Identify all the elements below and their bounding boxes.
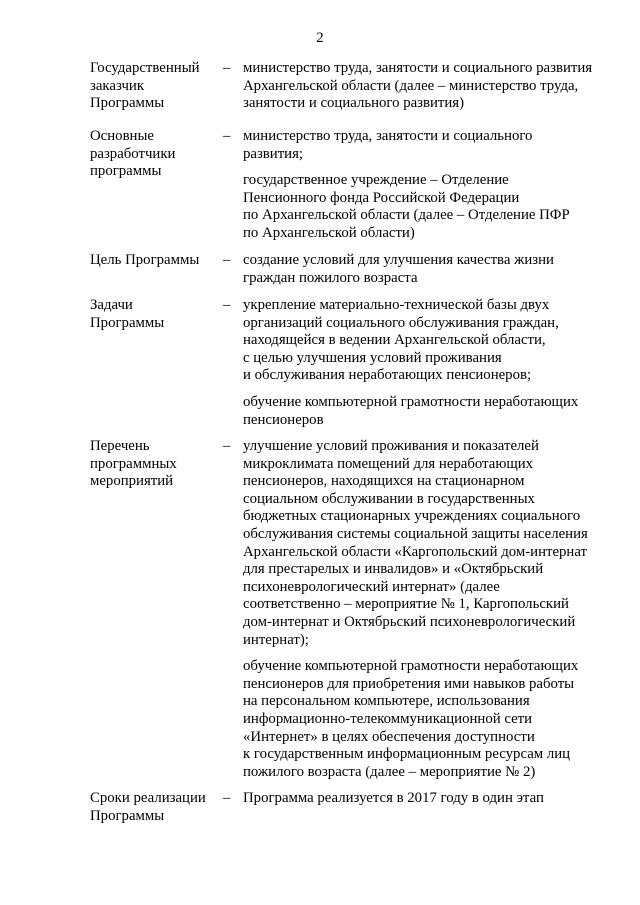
value-line: пенсионеров для приобретения ими навыков работы: [243, 675, 575, 692]
value-line: министерство труда, занятости и социального: [243, 128, 533, 144]
row-dash: –: [223, 252, 231, 268]
value-line: занятости и социального развития): [243, 95, 465, 112]
value-paragraph: [243, 438, 613, 649]
value-line: и обслуживания неработающих пенсионеров;: [243, 367, 532, 384]
row-label: [90, 438, 220, 491]
value-line: обслуживания системы социальной защиты населения: [243, 525, 588, 542]
row-label: [90, 60, 220, 113]
row-label: [90, 297, 220, 332]
row-value: [243, 128, 613, 243]
value-paragraph: [243, 658, 613, 781]
label-line: Программы: [90, 314, 165, 331]
value-line: информационно-телекоммуникационной сети: [243, 710, 533, 727]
value-line: граждан пожилого возраста: [243, 269, 418, 286]
value-paragraph: [243, 394, 613, 429]
row-label: [90, 128, 220, 181]
value-line: с целью улучшения условий проживания: [243, 349, 502, 366]
value-line: «Интернет» в целях обеспечения доступности: [243, 728, 535, 745]
label-line: Программы: [90, 807, 165, 824]
row-dash: –: [223, 438, 231, 454]
value-line: к государственным информационным ресурсам лиц: [243, 746, 571, 763]
label-line: разработчики: [90, 145, 176, 162]
label-line: Программы: [90, 95, 165, 112]
label-line: программных: [90, 455, 177, 472]
value-line: на персональном компьютере, использования: [243, 693, 530, 710]
value-line: обучение компьютерной грамотности неработающих: [243, 658, 579, 675]
row-dash: –: [223, 128, 231, 144]
value-paragraph: [243, 60, 613, 113]
label-line: Государственный: [90, 60, 200, 76]
label-line: Цель Программы: [90, 252, 200, 268]
page-number: 2: [316, 30, 324, 46]
value-paragraph: [243, 172, 613, 242]
row-value: [243, 297, 613, 429]
value-line: пожилого возраста (далее – мероприятие № 2): [243, 763, 536, 780]
value-line: микроклимата помещений для неработающих: [243, 455, 534, 472]
value-line: развития;: [243, 145, 304, 162]
label-line: Задачи: [90, 297, 133, 313]
label-line: мероприятий: [90, 473, 174, 490]
row-dash: –: [223, 60, 231, 76]
value-line: соответственно – мероприятие № 1, Каргопольский: [243, 596, 569, 613]
value-line: интернат);: [243, 631, 309, 648]
value-line: пенсионеров, находящихся на стационарном: [243, 473, 525, 490]
label-line: Основные: [90, 128, 154, 144]
value-line: создание условий для улучшения качества жизни: [243, 252, 554, 268]
value-line: Архангельской области (далее – министерство труда,: [243, 77, 579, 94]
value-line: находящейся в ведении Архангельской области,: [243, 332, 546, 349]
row-value: [243, 252, 613, 287]
value-paragraph: [243, 252, 613, 287]
value-line: пенсионеров: [243, 411, 324, 428]
row-label: [90, 790, 220, 825]
value-line: обучение компьютерной грамотности неработающих: [243, 393, 579, 410]
value-line: укрепление материально-технической базы двух: [243, 297, 550, 313]
row-label: [90, 252, 220, 270]
value-line: социальном обслуживании в государственных: [243, 490, 535, 507]
value-line: для престарелых и инвалидов» и «Октябрьский: [243, 561, 544, 578]
value-line: бюджетных стационарных учреждениях социального: [243, 508, 581, 525]
value-line: министерство труда, занятости и социального развития: [243, 60, 593, 76]
value-paragraph: [243, 128, 613, 163]
row-dash: –: [223, 790, 231, 806]
value-line: организаций социального обслуживания граждан,: [243, 314, 559, 331]
value-line: психоневрологический интернат» (далее: [243, 578, 500, 595]
value-line: по Архангельской области (далее – Отделение ПФР: [243, 207, 570, 224]
value-paragraph: [243, 297, 613, 385]
row-value: [243, 60, 613, 113]
value-line: улучшение условий проживания и показателей: [243, 438, 539, 454]
value-line: дом-интернат и Октябрьский психоневрологический: [243, 613, 576, 630]
value-line: по Архангельской области): [243, 224, 415, 241]
value-line: государственное учреждение – Отделение: [243, 172, 509, 189]
row-dash: –: [223, 297, 231, 313]
label-line: Сроки реализации: [90, 790, 206, 806]
value-line: Пенсионного фонда Российской Федерации: [243, 189, 520, 206]
value-line: Программа реализуется в 2017 году в один этап: [243, 790, 544, 806]
value-paragraph: [243, 790, 613, 808]
value-line: Архангельской области «Каргопольский дом-интернат: [243, 543, 587, 560]
label-line: Перечень: [90, 438, 150, 454]
row-value: [243, 438, 613, 781]
row-value: [243, 790, 613, 808]
label-line: заказчик: [90, 77, 145, 94]
label-line: программы: [90, 163, 162, 180]
